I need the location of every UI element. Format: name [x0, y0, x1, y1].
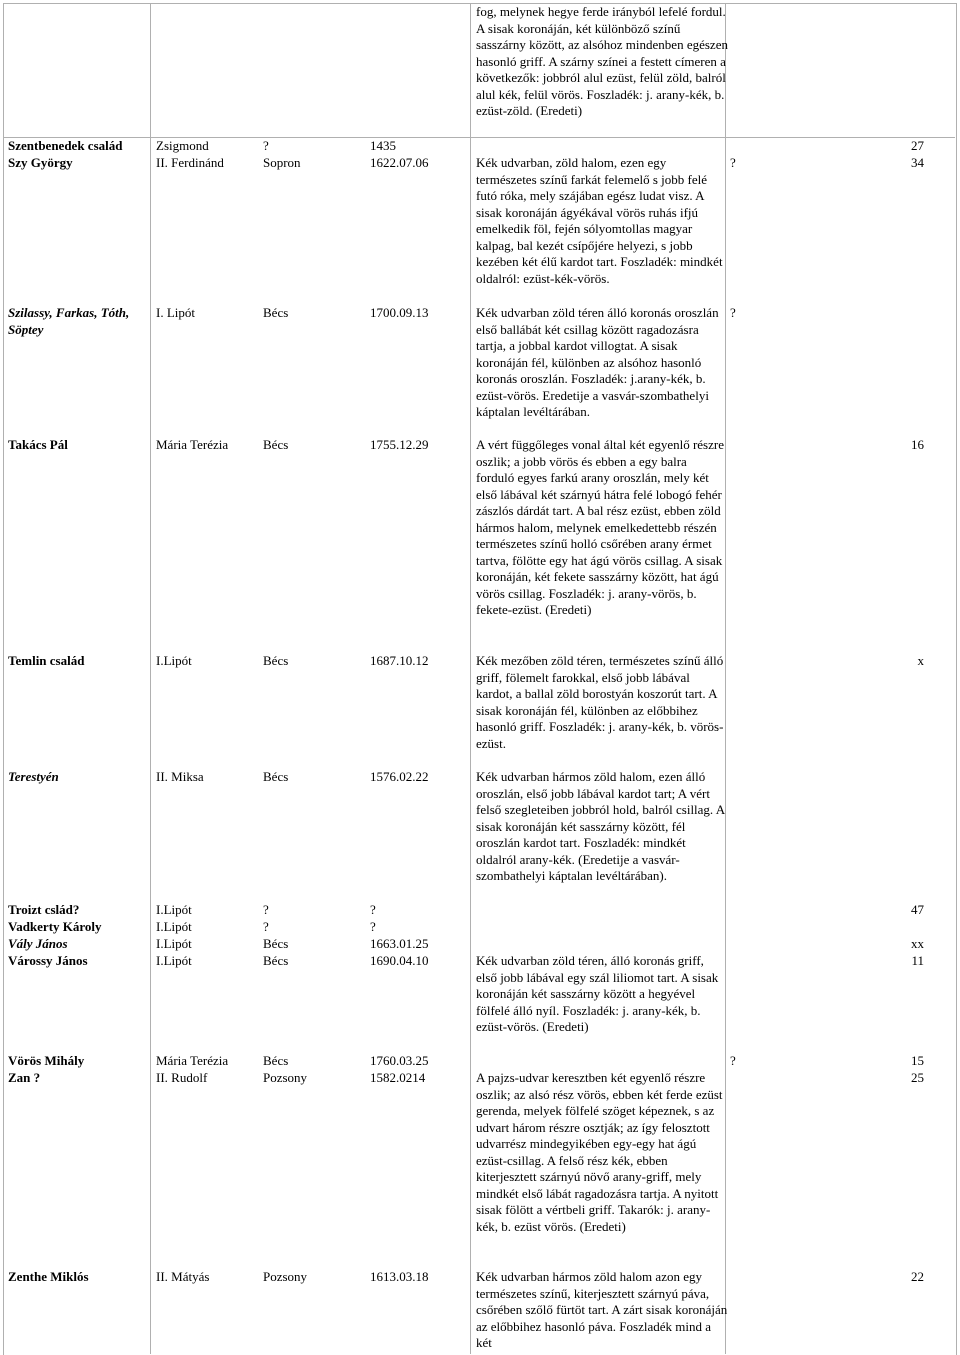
- place: ?: [263, 138, 269, 153]
- place: Sopron: [263, 155, 301, 170]
- coat-of-arms-description: Kék udvarban zöld téren álló koronás oroszlán első ballábát két csillag között ragadozásra tartja, a jobbal kardot villogtat. A sisak koronáján fél, különben az alsóhoz hasonló koronás oroszlán. Foszladék: j.arany-kék, b. ezüst-vörös. Eredetije a vasvár-szombathelyi káptalan levéltárában.: [476, 305, 719, 419]
- date: 1690.04.10: [370, 953, 429, 968]
- family-name: Takács Pál: [8, 437, 68, 452]
- ruler: I.Lipót: [156, 902, 192, 917]
- number: 25: [911, 1070, 924, 1085]
- place: Bécs: [263, 769, 289, 784]
- question-mark: ?: [730, 155, 736, 170]
- family-name: Szy György: [8, 155, 73, 170]
- ruler: I. Lipót: [156, 305, 195, 320]
- row-divider: [3, 137, 955, 138]
- coat-of-arms-description: Kék udvarban hármos zöld halom, ezen álló oroszlán, első jobb lábával kardot tart; A vért felső szegleteiben jobbról hold, balról csillag. A sisak koronáján két sasszárny között, fél oroszlán kardot tart. Foszladék: mindkét oldalról arany-kék. (Eredetije a vasvár-szombathelyi káptalan levéltárában).: [476, 769, 725, 883]
- number: 47: [911, 902, 924, 917]
- date: 1582.0214: [370, 1070, 426, 1085]
- place: Pozsony: [263, 1070, 308, 1085]
- question-mark: ?: [730, 1053, 736, 1068]
- place: ?: [263, 919, 269, 934]
- place: Bécs: [263, 936, 289, 951]
- place: Bécs: [263, 653, 289, 668]
- date: 1622.07.06: [370, 155, 429, 170]
- date: 1663.01.25: [370, 936, 429, 951]
- family-name: Zan ?: [8, 1070, 41, 1085]
- coat-of-arms-description: Kék udvarban zöld téren, álló koronás griff, első jobb lábával egy szál liliomot tart. A sisak koronáján két sasszárny között a hegyével fölfelé álló nyíl. Foszladék: j. arany-kék, b. ezüst-vörös. (Eredeti): [476, 953, 719, 1034]
- coat-of-arms-description: A pajzs-udvar keresztben két egyenlő részre oszlik; az alsó rész vörös, ebben két ferde ezüst gerenda, melyek fölfelé szöget képeznek, s az udvart három részre osztják; az így felosztott udvarrész mindegyikében egy-egy hat ágú ezüst-csillag. A felső rész kék, ebben kiterjesztett szárnyú növő arany-griff, mely mindkét első lábát ragadozásra tartja. A nyitott sisak fölött a vértbeli griff. Takarók: j. arany-kék, b. ezüst vörös. (Eredeti): [476, 1070, 723, 1234]
- family-name: Vörös Mihály: [8, 1053, 85, 1068]
- family-name: Troizt cslád?: [8, 902, 80, 917]
- date: 1613.03.18: [370, 1269, 429, 1284]
- number: 34: [911, 155, 924, 170]
- ruler: Mária Terézia: [156, 437, 229, 452]
- family-name: Terestyén: [8, 769, 59, 784]
- place: Bécs: [263, 305, 289, 320]
- family-name: Várossy János: [8, 953, 88, 968]
- coat-of-arms-description: Kék mezőben zöld téren, természetes színű álló griff, fölemelt farokkal, első jobb lábával kardot, a ballal zöld borostyán koszorút tart. A sisak koronáján fél, különben az előbbihez hasonló griff. Foszladék: j. arany-kék, b. vörös-ezüst.: [476, 653, 724, 751]
- coat-of-arms-description: Kék udvarban hármos zöld halom azon egy természetes színű, kiterjesztett szárnyú páva, csőrében szőlő fürtöt tart. A zárt sisak koronáján az előbbihez hasonló páva. Foszladék mind a két: [476, 1269, 728, 1350]
- description-continued: fog, melynek hegye ferde irányból lefelé fordul. A sisak koronáján, két különböző színű sasszárny között, az alsóhoz mindenben egészen hasonló griff. A szárny színei a festett címeren a következők: jobbról alul ezüst, felül zöld, balról alul kék, felül vörös. Foszladék: j. arany-kék, b. ezüst-zöld. (Eredeti): [476, 4, 728, 118]
- family-name: Zenthe Miklós: [8, 1269, 89, 1284]
- column-divider: [470, 3, 471, 1354]
- number: xx: [911, 936, 924, 951]
- place: Bécs: [263, 1053, 289, 1068]
- number: x: [917, 653, 924, 668]
- ruler: II. Miksa: [156, 769, 204, 784]
- date: 1700.09.13: [370, 305, 429, 320]
- ruler: II. Ferdinánd: [156, 155, 224, 170]
- coat-of-arms-description: A vért függőleges vonal által két egyenlő részre oszlik; a jobb vörös és ebben a egy balra forduló egyes farkú arany oroszlán, mely két első lábával két szárnyú hátra felé lobogó fehér zászlós dárdát tart. A bal rész ezüst, ebben zöld hármos halom, melynek emelkedettebb részén természetes színű holló csőrében arany érmet tartva, fölötte egy hat ágú vörös csillag. A sisak koronáján, két fekete sasszárny között, hat ágú vörös csillag. Foszladék: j. arany-vörös, b. fekete-ezüst. (Eredeti): [476, 437, 724, 617]
- date: 1755.12.29: [370, 437, 429, 452]
- column-divider: [150, 3, 151, 1354]
- number: 15: [911, 1053, 924, 1068]
- number: 22: [911, 1269, 924, 1284]
- date: ?: [370, 919, 376, 934]
- family-name: Temlin család: [8, 653, 85, 668]
- family-name: Szentbenedek család: [8, 138, 123, 153]
- ruler: II. Mátyás: [156, 1269, 210, 1284]
- ruler: Zsigmond: [156, 138, 209, 153]
- coat-of-arms-description: Kék udvarban, zöld halom, ezen egy természetes színű farkát felemelő s jobb felé futó róka, mely szájában egész ludat visz. A sisak koronáján ágyékával vörös ruhás ifjú emelkedik föl, fején sólyomtollas magyar kalpag, bal kezét csípőjére helyezi, s jobb kezében két élű kardot tart. Foszladék: mindkét oldalról: ezüst-kék-vörös.: [476, 155, 723, 286]
- place: ?: [263, 902, 269, 917]
- place: Bécs: [263, 437, 289, 452]
- family-name: Szilassy, Farkas, Tóth, Söptey: [8, 305, 130, 337]
- family-name: Vadkerty Károly: [8, 919, 102, 934]
- ruler: I.Lipót: [156, 936, 192, 951]
- date: 1435: [370, 138, 396, 153]
- date: ?: [370, 902, 376, 917]
- number: 16: [911, 437, 924, 452]
- number: 27: [911, 138, 924, 153]
- ruler: Mária Terézia: [156, 1053, 229, 1068]
- place: Pozsony: [263, 1269, 308, 1284]
- ruler: I.Lipót: [156, 953, 192, 968]
- family-name: Vály János: [8, 936, 68, 951]
- ruler: II. Rudolf: [156, 1070, 208, 1085]
- ruler: I.Lipót: [156, 653, 192, 668]
- question-mark: ?: [730, 305, 736, 320]
- number: 11: [911, 953, 924, 968]
- place: Bécs: [263, 953, 289, 968]
- date: 1687.10.12: [370, 653, 429, 668]
- date: 1760.03.25: [370, 1053, 429, 1068]
- date: 1576.02.22: [370, 769, 429, 784]
- ruler: I.Lipót: [156, 919, 192, 934]
